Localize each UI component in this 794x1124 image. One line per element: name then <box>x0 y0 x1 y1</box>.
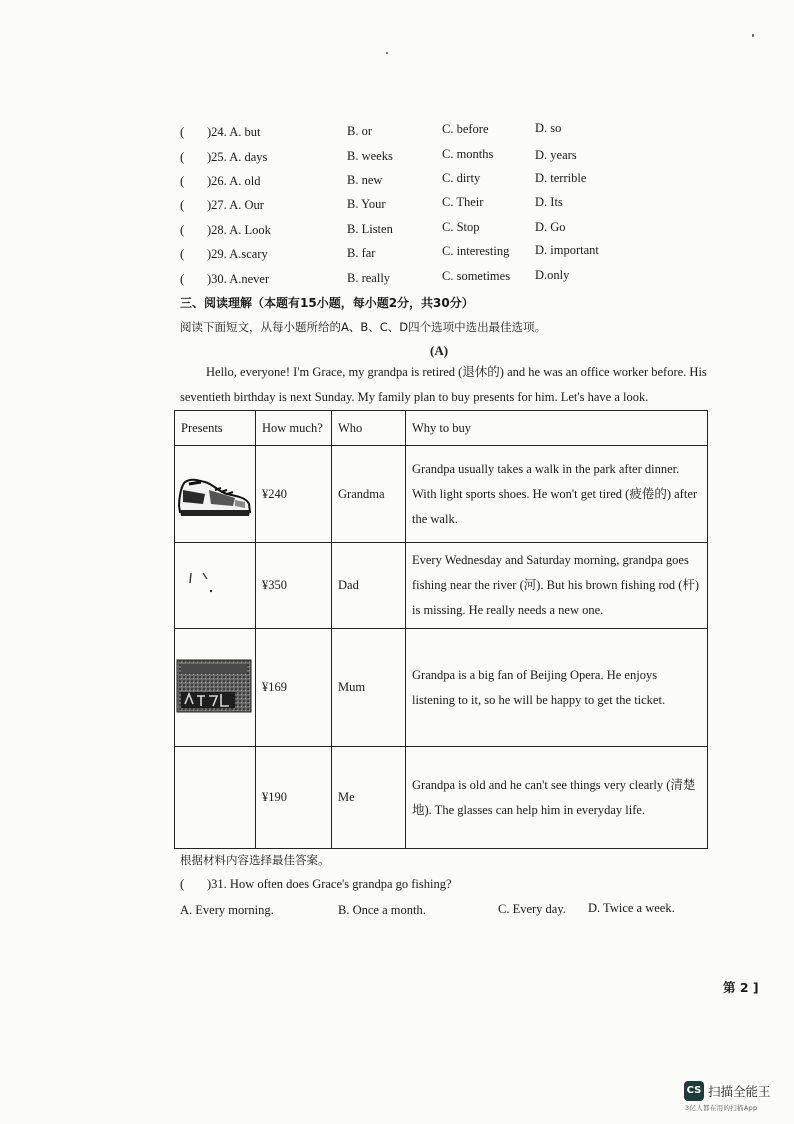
table-row <box>175 543 708 629</box>
cloze-row-28 <box>180 222 620 242</box>
cloze-row-29 <box>180 243 620 266</box>
price-cell: ¥240 <box>256 446 332 543</box>
option-b: B. Listen <box>347 222 393 236</box>
option-a: )27. A. Our <box>207 198 264 212</box>
present-image-cell <box>175 543 256 629</box>
option-c: C. before <box>442 122 489 136</box>
option-a: )28. A. Look <box>207 223 271 237</box>
option-c: C. months <box>442 147 494 161</box>
present-image-cell <box>175 747 256 849</box>
option-b: B. or <box>347 124 372 138</box>
sneaker-icon <box>175 460 255 524</box>
brand-name: 扫描全能王 <box>708 1084 771 1099</box>
present-image-cell <box>175 446 256 543</box>
opera-ticket-icon <box>175 656 255 716</box>
answer-paren: ( <box>180 876 185 891</box>
header-who: Who <box>332 411 406 446</box>
presents-table <box>174 410 708 849</box>
option-d: D. Its <box>535 195 563 209</box>
header-presents: Presents <box>175 411 256 446</box>
table-header-row <box>175 411 708 446</box>
option-b: B. weeks <box>347 149 393 163</box>
option-b: B. Your <box>347 197 386 211</box>
table-row <box>175 446 708 543</box>
why-cell: Grandpa usually takes a walk in the park after dinner. With light sports shoes. He won't get tired (疲倦的) after the walk. <box>406 446 708 543</box>
header-price: How much? <box>256 411 332 446</box>
option-d: D. Go <box>535 220 566 234</box>
option-c: C. Their <box>442 195 484 209</box>
brand-tagline: 3亿人都在用的扫描App <box>685 1104 758 1112</box>
table-row <box>175 629 708 747</box>
price-cell: ¥169 <box>256 629 332 747</box>
intro-line-1: Hello, everyone! I'm Grace, my grandpa is retired (退休的) and he was an office worker before. His <box>206 365 707 379</box>
question-option-c: C. Every day. <box>498 902 566 916</box>
who-cell: Mum <box>332 629 406 747</box>
question-31-stem: )31. How often does Grace's grandpa go fishing? <box>207 877 452 891</box>
header-why: Why to buy <box>406 411 708 446</box>
intro-line-2: seventieth birthday is next Sunday. My family plan to buy presents for him. Let's have a look. <box>180 390 649 404</box>
answer-paren: ( <box>180 173 185 188</box>
option-b: B. new <box>347 173 383 187</box>
option-a: )25. A. days <box>207 150 268 164</box>
question-option-d: D. Twice a week. <box>588 901 675 915</box>
answer-paren: ( <box>180 149 185 164</box>
who-cell: Grandma <box>332 446 406 543</box>
answer-paren: ( <box>180 271 185 286</box>
option-c: C. interesting <box>442 244 510 258</box>
fishing-rod-faint-icon <box>181 569 231 599</box>
why-cell: Grandpa is old and he can't see things very clearly (清楚地). The glasses can help him in everyday life. <box>406 747 708 849</box>
cloze-row-24 <box>180 121 620 144</box>
option-a: )24. A. but <box>207 125 261 139</box>
option-c: C. Stop <box>442 220 480 234</box>
option-d: D.only <box>535 268 570 282</box>
page-number: 第 2 ] <box>723 980 759 995</box>
cloze-row-30 <box>180 268 620 291</box>
price-cell: ¥190 <box>256 747 332 849</box>
question-option-b: B. Once a month. <box>338 903 426 917</box>
scan-speck <box>752 34 754 37</box>
option-c: C. dirty <box>442 171 481 185</box>
scan-speck <box>386 52 388 54</box>
present-image-cell <box>175 629 256 747</box>
camscanner-logo-icon: CS <box>684 1081 704 1101</box>
answer-paren: ( <box>180 124 185 139</box>
price-cell: ¥350 <box>256 543 332 629</box>
who-cell: Me <box>332 747 406 849</box>
answer-paren: ( <box>180 197 185 212</box>
answer-paren: ( <box>180 246 185 261</box>
section-instruction: 阅读下面短文，从每小题所给的A、B、C、D四个选项中选出最佳选项。 <box>180 320 547 334</box>
section-heading: 三、阅读理解（本题有15小题，每小题2分，共30分） <box>180 296 474 310</box>
option-c: C. sometimes <box>442 269 511 283</box>
option-a: )26. A. old <box>207 174 261 188</box>
who-cell: Dad <box>332 543 406 629</box>
question-instruction: 根据材料内容选择最佳答案。 <box>180 853 330 867</box>
cloze-row-26 <box>180 173 620 193</box>
answer-paren: ( <box>180 222 185 237</box>
table-row <box>175 747 708 849</box>
option-a: )30. A.never <box>207 272 270 286</box>
option-d: D. important <box>535 243 599 257</box>
question-option-a: A. Every morning. <box>180 903 274 917</box>
cloze-row-25 <box>180 149 620 169</box>
scanner-watermark <box>684 1079 786 1115</box>
why-cell: Every Wednesday and Saturday morning, grandpa goes fishing near the river (河). But his brown fishing rod (杆) is missing. He really needs a new one. <box>406 543 708 629</box>
option-d: D. so <box>535 121 562 135</box>
option-b: B. far <box>347 246 376 260</box>
passage-label: (A) <box>430 343 449 358</box>
option-d: D. years <box>535 148 577 162</box>
option-b: B. really <box>347 271 391 285</box>
cloze-options <box>180 121 620 294</box>
option-a: )29. A.scary <box>207 247 268 261</box>
cloze-row-27 <box>180 197 620 217</box>
why-cell: Grandpa is a big fan of Beijing Opera. He enjoys listening to it, so he will be happy to get the ticket. <box>406 629 708 747</box>
option-d: D. terrible <box>535 171 587 185</box>
